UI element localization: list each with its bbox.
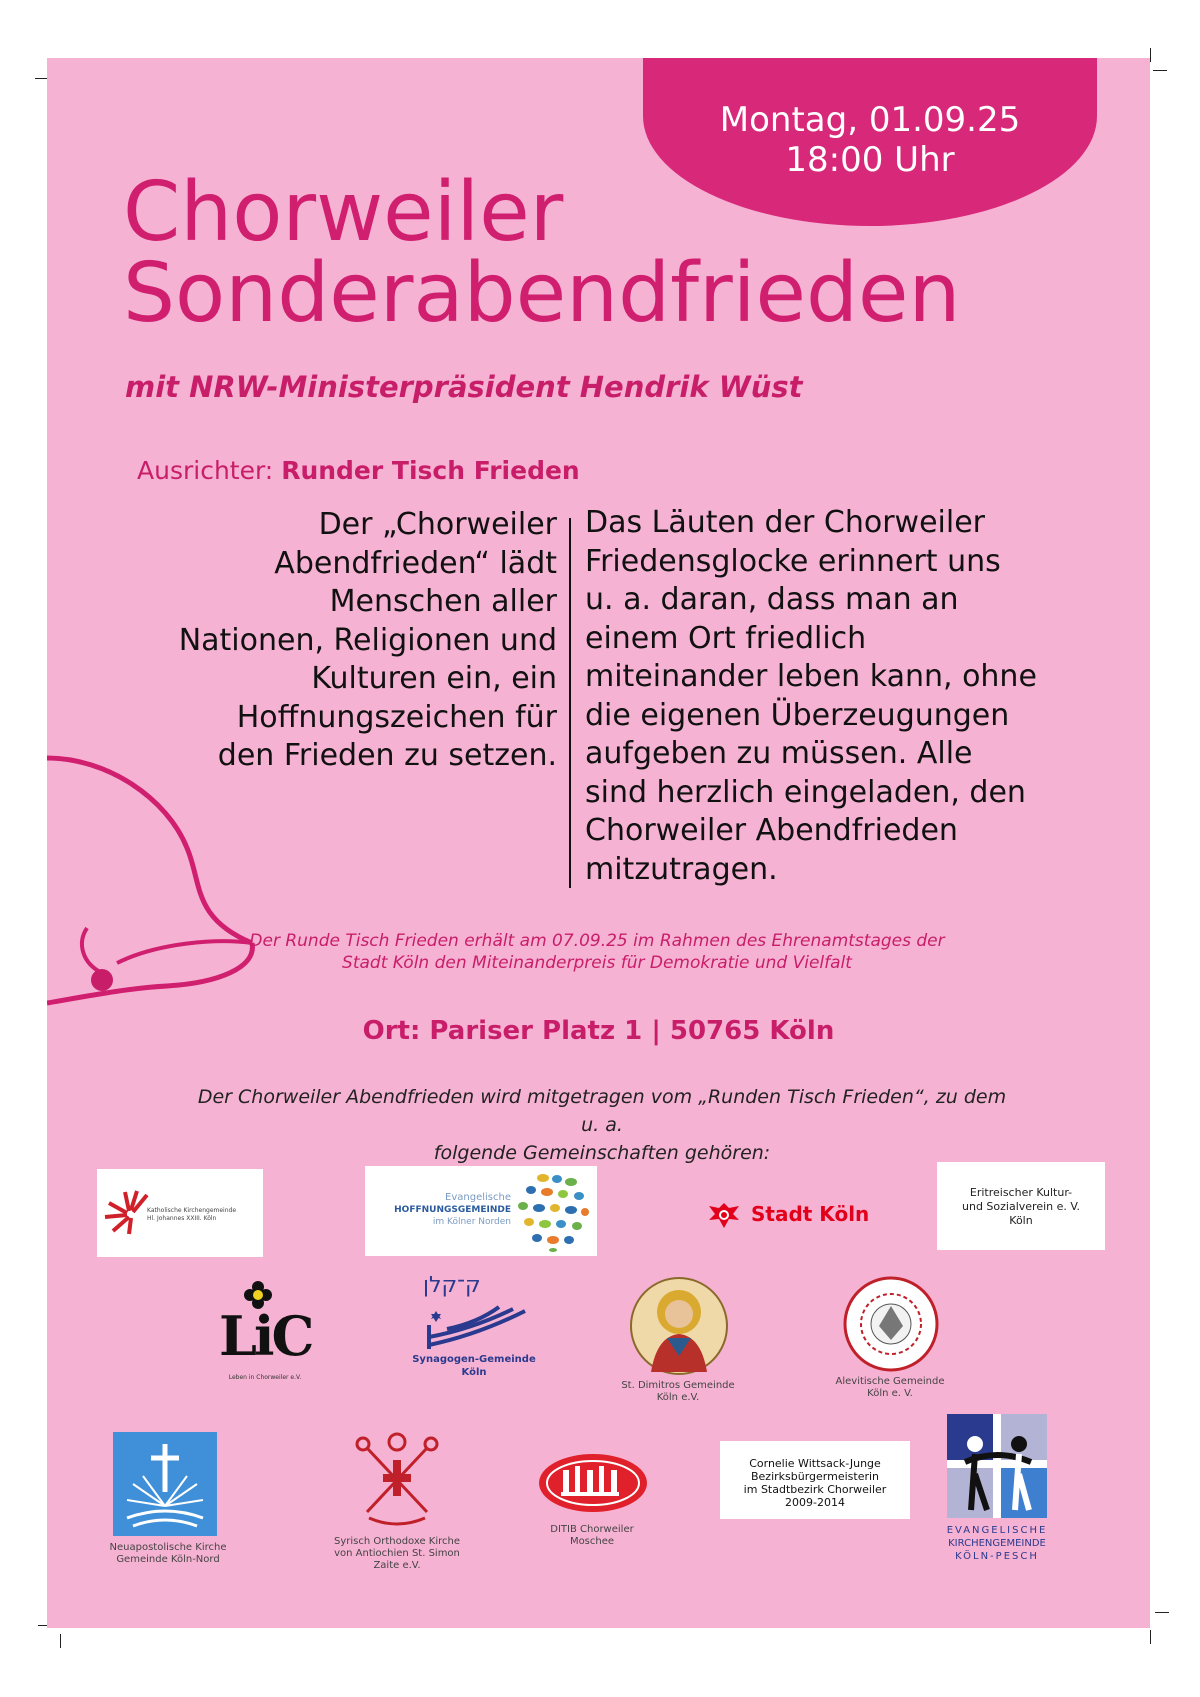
- text-line: EVANGELISCHE: [946, 1525, 1048, 1536]
- logo-bezirksbuergermeisterin: [720, 1441, 910, 1519]
- logo-text: Stadt Köln: [751, 1202, 870, 1226]
- text-line: Köln e.V.: [656, 1392, 700, 1403]
- logo-st-dimitros: [613, 1276, 743, 1406]
- text-line: Evangelische: [445, 1192, 511, 1203]
- event-date: Montag, 01.09.25: [719, 100, 1021, 140]
- mosaic-icon: [513, 1170, 593, 1252]
- text-line: folgende Gemeinschaften gehören:: [433, 1142, 771, 1164]
- text-line: Menschen aller: [329, 584, 557, 619]
- text-line: DITIB Chorweiler: [550, 1524, 634, 1535]
- logo-text: [327, 1536, 467, 1572]
- logo-text: [103, 1542, 233, 1566]
- logo-kath-kirchengemeinde: [97, 1169, 263, 1257]
- text-line: Synagogen-Gemeinde: [412, 1354, 536, 1365]
- logo-hebrew: ק־קלן: [423, 1273, 481, 1298]
- logo-text: [527, 1524, 657, 1548]
- text-line: Friedensglocke erinnert uns: [585, 543, 1001, 579]
- award-note: [187, 930, 1007, 974]
- subtitle: mit NRW-Ministerpräsident Hendrik Wüst: [125, 370, 803, 404]
- text-line: Moschee: [569, 1536, 615, 1547]
- saint-icon: [629, 1276, 729, 1376]
- text-line: und Sozialverein e. V.: [962, 1200, 1080, 1213]
- text-line: St. Dimitros Gemeinde: [621, 1380, 735, 1391]
- text-line: Der Chorweiler Abendfrieden wird mitgetragen vom „Runden Tisch Frieden“, zu dem u. a.: [197, 1086, 1007, 1136]
- ditib-icon: [537, 1452, 649, 1514]
- people-icon: [947, 1414, 1047, 1518]
- organizer: [137, 456, 580, 485]
- logo-text: [825, 1376, 955, 1400]
- text-line: Köln: [1009, 1214, 1033, 1227]
- text-line: Zaite e.V.: [373, 1560, 421, 1571]
- logo-alevitische-gemeinde: [825, 1276, 955, 1406]
- logo-ev-kirchengemeinde-pesch: [927, 1414, 1067, 1574]
- logo-synagogen-gemeinde: [409, 1273, 539, 1383]
- organizer-label: Ausrichter:: [137, 456, 274, 485]
- star-of-david-icon: [427, 1305, 527, 1349]
- column-divider: [569, 518, 571, 888]
- text-line: im Stadtbezirk Chorweiler: [743, 1483, 887, 1496]
- logo-hoffnungsgemeinde: [365, 1166, 597, 1256]
- text-line: HOFFNUNGSGEMEINDE: [394, 1205, 511, 1215]
- text-line: im Kölner Norden: [432, 1217, 511, 1227]
- text-line: Gemeinde Köln-Nord: [116, 1554, 220, 1565]
- text-line: Alevitische Gemeinde: [835, 1376, 945, 1387]
- logo-ditib: [527, 1452, 657, 1562]
- crossed-keys-icon: [349, 1430, 445, 1530]
- text-line: sind herzlich eingeladen, den: [585, 774, 1026, 810]
- text-line: miteinander leben kann, ohne: [585, 659, 1037, 694]
- text-line: Cornelie Wittsack-Junge: [749, 1457, 881, 1470]
- text-line: Köln e. V.: [867, 1388, 913, 1399]
- text-line: mitzutragen.: [585, 851, 778, 887]
- logo-eritreischer-verein: [937, 1162, 1105, 1250]
- intro-text-left: [107, 506, 557, 776]
- crop-mark: [1150, 1630, 1151, 1644]
- text-line: Nationen, Religionen und: [178, 622, 557, 658]
- text-line: KÖLN-PESCH: [955, 1551, 1039, 1562]
- text-line: Das Läuten der Chorweiler: [585, 505, 986, 540]
- text-line: u. a. daran, dass man an: [585, 582, 959, 617]
- date-badge: [643, 58, 1097, 226]
- text-line: KIRCHENGEMEINDE: [948, 1538, 1046, 1549]
- page-title-line2: Sonderabendfrieden: [123, 246, 961, 341]
- logo-text: [147, 1207, 236, 1223]
- text-line: Syrisch Orthodoxe Kirche: [333, 1536, 461, 1547]
- text-line: Chorweiler Abendfrieden: [585, 813, 958, 848]
- crop-mark: [1155, 1612, 1169, 1613]
- logo-text: [937, 1186, 1105, 1228]
- logo-text: [371, 1192, 511, 1228]
- text-line: Abendfrieden“ lädt: [274, 545, 557, 581]
- organizer-name: Runder Tisch Frieden: [281, 456, 580, 485]
- logo-neuapostolische-kirche: [103, 1432, 233, 1572]
- text-line: Bezirksbürgermeisterin: [750, 1470, 880, 1483]
- text-line: Eritreischer Kultur-: [969, 1186, 1073, 1199]
- text-line: einem Ort friedlich: [585, 620, 867, 656]
- text-line: Katholische Kirchengemeinde: [147, 1207, 237, 1214]
- text-line: Stadt Köln den Miteinanderpreis für Demokratie und Vielfalt: [342, 953, 852, 973]
- text-line: den Frieden zu setzen.: [217, 738, 557, 773]
- crop-mark: [1153, 70, 1167, 71]
- intro-text-right: [585, 504, 1095, 889]
- logo-syrisch-orthodoxe-kirche: [327, 1430, 467, 1580]
- supporters-intro: [187, 1083, 1017, 1167]
- logo-stadt-koeln: [707, 1198, 877, 1234]
- logo-text: [409, 1353, 539, 1379]
- logo-text: [613, 1380, 743, 1404]
- logo-mark: LiC: [219, 1304, 312, 1368]
- text-line: Der Runde Tisch Frieden erhält am 07.09.25 im Rahmen des Ehrenamtstages der: [249, 931, 945, 951]
- logo-text: [927, 1524, 1067, 1563]
- text-line: Köln: [461, 1367, 487, 1378]
- starburst-icon: [103, 1189, 149, 1235]
- eagle-icon: [707, 1200, 741, 1230]
- alevi-emblem-icon: [843, 1276, 939, 1372]
- poster: [47, 58, 1150, 1628]
- event-time: 18:00 Uhr: [785, 140, 955, 180]
- text-line: 2009-2014: [785, 1496, 845, 1509]
- crop-mark: [1150, 48, 1151, 62]
- text-line: Hoffnungszeichen für: [236, 699, 557, 735]
- cross-sunrise-icon: [113, 1432, 217, 1536]
- logo-text: [720, 1457, 910, 1509]
- text-line: Kulturen ein, ein: [311, 661, 557, 696]
- logo-caption: Leben in Chorweiler e.V.: [228, 1374, 302, 1381]
- crop-mark: [60, 1634, 61, 1648]
- text-line: Der „Chorweiler: [318, 507, 557, 542]
- logo-lic: [215, 1280, 315, 1390]
- text-line: Neuapostolische Kirche: [109, 1542, 227, 1553]
- location: Ort: Pariser Platz 1 | 50765 Köln: [362, 1016, 835, 1046]
- text-line: aufgeben zu müssen. Alle: [585, 736, 973, 771]
- page-title-line1: Chorweiler: [123, 165, 564, 260]
- text-line: Hl. Johannes XXIII. Köln: [147, 1215, 217, 1222]
- text-line: die eigenen Überzeugungen: [585, 697, 1010, 733]
- text-line: von Antiochien St. Simon: [334, 1548, 460, 1559]
